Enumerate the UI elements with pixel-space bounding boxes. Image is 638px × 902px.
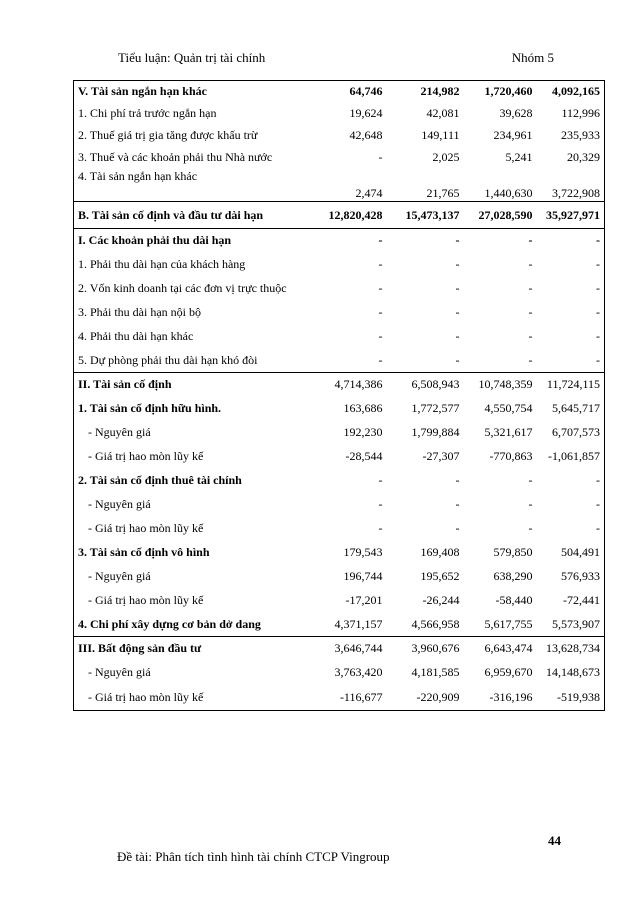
row-label: 2. Thuế giá trị gia tăng được khấu trừ: [74, 125, 310, 147]
table-row: [74, 253, 605, 277]
table-row: [74, 445, 605, 469]
cell-value: 6,959,670: [484, 665, 533, 679]
cell-value: -: [537, 325, 605, 349]
cell-value: 579,850: [493, 545, 533, 559]
cell-value: -: [455, 281, 460, 295]
cell-value: -: [464, 229, 537, 253]
cell-value: -: [537, 253, 605, 277]
cell-value: -: [378, 473, 383, 487]
row-label: - Giá trị hao mòn lũy kế: [74, 685, 310, 711]
cell-value: -17,201: [345, 593, 383, 607]
cell-value: -: [378, 305, 383, 319]
row-label: 4. Phải thu dài hạn khác: [74, 325, 310, 349]
cell-value: -72,441: [537, 589, 605, 613]
row-label: III. Bất động sản đầu tư: [74, 637, 310, 661]
cell-value: -: [455, 305, 460, 319]
table-row: [74, 229, 605, 253]
cell-value: -26,244: [422, 593, 460, 607]
table-row: [74, 301, 605, 325]
cell-value: -: [537, 277, 605, 301]
cell-value: -770,863: [489, 449, 533, 463]
row-label: 1. Tài sản cố định hữu hình.: [74, 397, 310, 421]
cell-value: -27,307: [422, 449, 460, 463]
cell-value: 20,329: [537, 147, 605, 169]
cell-value: -: [378, 257, 383, 271]
table-row: [74, 147, 605, 169]
cell-value: -: [455, 497, 460, 511]
cell-value: 4,181,585: [411, 665, 460, 679]
cell-value: 4,371,157: [334, 616, 383, 631]
cell-value: 1,772,577: [411, 401, 460, 415]
cell-value: 6,508,943: [387, 373, 464, 397]
cell-value: 5,645,717: [537, 397, 605, 421]
cell-value: 64,746: [310, 81, 387, 103]
cell-value: -: [378, 497, 383, 511]
cell-value: -: [455, 257, 460, 271]
cell-value: -220,909: [387, 685, 464, 711]
table-row: [74, 103, 605, 125]
cell-value: -: [378, 521, 383, 535]
cell-value: -: [528, 329, 533, 343]
row-label: V. Tài sản ngắn hạn khác: [74, 81, 310, 103]
cell-value: -: [537, 349, 605, 373]
cell-value: -116,677: [310, 685, 387, 711]
cell-value: 4,092,165: [537, 81, 605, 103]
row-label: 2. Vốn kinh doanh tại các đơn vị trực thuộc: [74, 277, 310, 301]
table-row: [74, 349, 605, 373]
table-row: [74, 325, 605, 349]
cell-value: 3,722,908: [537, 169, 605, 202]
cell-value: 149,111: [421, 128, 460, 142]
cell-value: 10,748,359: [464, 373, 537, 397]
header-title: Tiểu luận: Quản trị tài chính: [118, 50, 266, 65]
cell-value: 6,643,474: [464, 637, 537, 661]
cell-value: -: [537, 301, 605, 325]
cell-value: -1,061,857: [537, 445, 605, 469]
cell-value: -: [537, 229, 605, 253]
table-row: [74, 277, 605, 301]
table-row: [74, 81, 605, 103]
cell-value: 3,646,744: [310, 637, 387, 661]
page-header: [118, 50, 554, 66]
cell-value: -: [378, 150, 383, 164]
cell-value: 11,724,115: [537, 373, 605, 397]
cell-value: 4,714,386: [310, 373, 387, 397]
table-row: [74, 169, 605, 202]
cell-value: 3,763,420: [334, 665, 383, 679]
cell-value: 2,474: [355, 186, 383, 200]
cell-value: 1,799,884: [411, 425, 460, 439]
cell-value: 21,765: [426, 186, 460, 200]
cell-value: 4,566,958: [411, 616, 460, 631]
row-label: - Giá trị hao mòn lũy kế: [74, 445, 310, 469]
cell-value: -: [528, 473, 533, 487]
cell-value: 19,624: [349, 106, 383, 120]
cell-value: 3,960,676: [387, 637, 464, 661]
row-label: - Nguyên giá: [74, 565, 310, 589]
cell-value: -: [537, 517, 605, 541]
cell-value: -: [455, 473, 460, 487]
cell-value: 638,290: [493, 569, 533, 583]
table-row: [74, 517, 605, 541]
cell-value: 195,652: [420, 569, 460, 583]
table-row: [74, 202, 605, 229]
cell-value: 5,241: [505, 150, 533, 164]
row-label: 2. Tài sản cố định thuê tài chính: [74, 469, 310, 493]
cell-value: -: [537, 493, 605, 517]
cell-value: 2,025: [432, 150, 460, 164]
table-row: [74, 565, 605, 589]
cell-value: 196,744: [343, 569, 383, 583]
cell-value: 42,081: [426, 106, 460, 120]
cell-value: -316,196: [464, 685, 537, 711]
table-row: [74, 469, 605, 493]
table-row: [74, 637, 605, 661]
table-row: [74, 373, 605, 397]
cell-value: 12,820,428: [310, 202, 387, 229]
row-label: - Nguyên giá: [74, 661, 310, 685]
cell-value: 39,628: [499, 106, 533, 120]
row-label: B. Tài sản cố định và đầu tư dài hạn: [74, 202, 310, 229]
table-row: [74, 397, 605, 421]
cell-value: -: [528, 281, 533, 295]
row-label: I. Các khoản phải thu dài hạn: [74, 229, 310, 253]
table-row: [74, 421, 605, 445]
cell-value: 576,933: [537, 565, 605, 589]
table-row: [74, 541, 605, 565]
cell-value: -: [537, 469, 605, 493]
cell-value: -: [528, 521, 533, 535]
cell-value: -: [378, 329, 383, 343]
table-row: [74, 125, 605, 147]
cell-value: -: [455, 352, 460, 367]
cell-value: -: [528, 257, 533, 271]
row-label: - Nguyên giá: [74, 421, 310, 445]
cell-value: -: [528, 305, 533, 319]
cell-value: -: [528, 352, 533, 367]
cell-value: 169,408: [420, 545, 460, 559]
cell-value: 5,617,755: [484, 616, 533, 631]
cell-value: 4,550,754: [484, 401, 533, 415]
row-label: 3. Thuế và các khoản phải thu Nhà nước: [74, 147, 310, 169]
page-number: 44: [548, 833, 561, 848]
row-label: 1. Chi phí trả trước ngắn hạn: [74, 103, 310, 125]
cell-value: -58,440: [495, 593, 533, 607]
cell-value: 163,686: [343, 401, 383, 415]
row-label: - Nguyên giá: [74, 493, 310, 517]
cell-value: -28,544: [345, 449, 383, 463]
cell-value: 5,321,617: [484, 425, 533, 439]
cell-value: -: [455, 521, 460, 535]
cell-value: 42,648: [349, 128, 383, 142]
cell-value: 1,440,630: [484, 186, 533, 200]
row-label: 3. Phải thu dài hạn nội bộ: [74, 301, 310, 325]
row-label: 4. Chi phí xây dựng cơ bản dở dang: [74, 613, 310, 637]
cell-value: 179,543: [343, 545, 383, 559]
cell-value: -: [455, 329, 460, 343]
cell-value: 14,148,673: [537, 661, 605, 685]
cell-value: 6,707,573: [537, 421, 605, 445]
cell-value: 27,028,590: [464, 202, 537, 229]
cell-value: 13,628,734: [537, 637, 605, 661]
table-row: [74, 661, 605, 685]
row-label: 1. Phải thu dài hạn của khách hàng: [74, 253, 310, 277]
cell-value: 504,491: [537, 541, 605, 565]
cell-value: -: [310, 229, 387, 253]
page-footer: Đề tài: Phân tích tình hình tài chính CTCP Vingroup: [117, 849, 390, 864]
cell-value: 214,982: [387, 81, 464, 103]
cell-value: -: [378, 281, 383, 295]
row-label: II. Tài sản cố định: [74, 373, 310, 397]
row-label: - Giá trị hao mòn lũy kế: [74, 589, 310, 613]
row-label: 5. Dự phòng phải thu dài hạn khó đòi: [74, 349, 310, 373]
cell-value: 192,230: [343, 425, 383, 439]
cell-value: -: [387, 229, 464, 253]
cell-value: 35,927,971: [537, 202, 605, 229]
table-row: [74, 613, 605, 637]
header-group: Nhóm 5: [511, 50, 554, 65]
cell-value: 1,720,460: [464, 81, 537, 103]
cell-value: -: [378, 352, 383, 367]
cell-value: 235,933: [537, 125, 605, 147]
table-row: [74, 685, 605, 711]
table-row: [74, 589, 605, 613]
cell-value: -: [528, 497, 533, 511]
row-label: 3. Tài sản cố định vô hình: [74, 541, 310, 565]
balance-sheet-table: [73, 80, 605, 711]
cell-value: -519,938: [537, 685, 605, 711]
row-label: 4. Tài sản ngắn hạn khác: [74, 169, 310, 202]
cell-value: 234,961: [493, 128, 533, 142]
table-row: [74, 493, 605, 517]
row-label: - Giá trị hao mòn lũy kế: [74, 517, 310, 541]
cell-value: 5,573,907: [537, 613, 605, 637]
cell-value: 112,996: [537, 103, 605, 125]
cell-value: 15,473,137: [387, 202, 464, 229]
